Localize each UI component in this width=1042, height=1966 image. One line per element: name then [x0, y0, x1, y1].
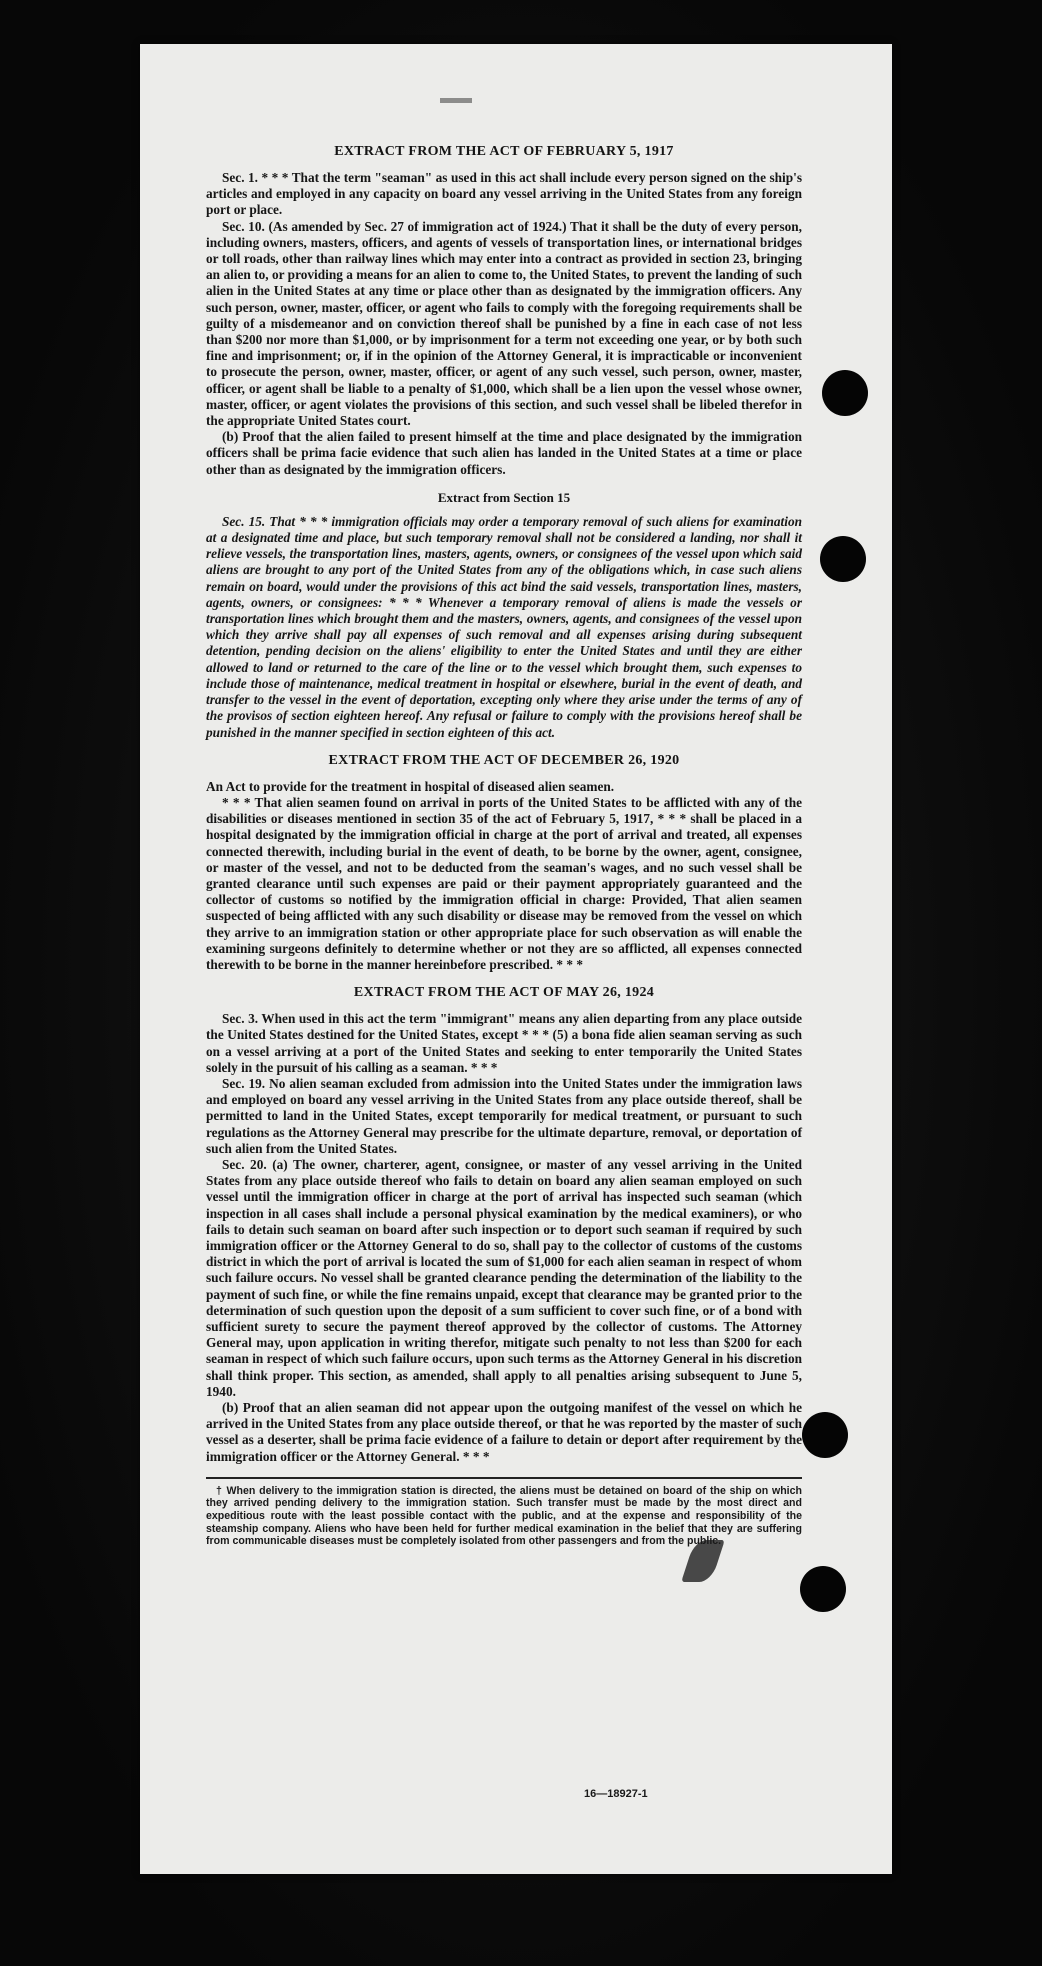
punch-hole-2	[820, 536, 866, 582]
paragraph-sec-20-a: Sec. 20. (a) The owner, charterer, agent, consignee, or master of any vessel arriving in the United States from any place outside thereof who fails to detain on board any alien seaman employed on such vessel until the immigration officer in charge at the port of arrival has inspected such seaman (which inspection in all cases shall include a personal physical examination by the medical examiners), or who fails to detain such seaman on board after such inspection or to deport such seaman if required by such immigration officer or the Attorney General to do so, shall pay to the collector of customs of the customs district in which the port of arrival is located the sum of $1,000 for each alien seaman in respect of whom such failure occurs. No vessel shall be granted clearance pending the determination of the liability to the payment of such fine, or while the fine remains unpaid, except that clearance may be granted prior to the determination of such question upon the deposit of a sum sufficient to cover such fine, or of a bond with sufficient surety to secure the payment thereof approved by the collector of customs. The Attorney General may, upon application in writing therefor, mitigate such penalty to not less than $200 for each seaman in respect of which such failure occurs, upon such terms as the Attorney General in his discretion shall think proper. This section, as amended, shall apply to all penalties arising subsequent to June 5, 1940.	[206, 1156, 802, 1399]
document-page	[140, 44, 892, 1874]
punch-hole-3	[802, 1412, 848, 1458]
top-mark	[440, 98, 472, 103]
paragraph-sec-20-b: (b) Proof that an alien seaman did not appear upon the outgoing manifest of the vessel on which he arrived in the United States from any place outside thereof, or that he was reported by the master of such vessel as a deserter, shall be prima facie evidence of a failure to detain or deport after requirement by the immigration officer or the Attorney General. * * *	[206, 1400, 802, 1464]
section-heading: EXTRACT FROM THE ACT OF FEBRUARY 5, 1917	[334, 144, 674, 159]
footnote: † When delivery to the immigration station is directed, the aliens must be detained on board of the ship on which they arrived pending delivery to the immigration station. Such transfer must be made by the most direct and expeditious route with the least possible contact with the public, and at the expense and responsibility of the steamship company. Aliens who have been held for further medical examination in the belief that they are suffering from communicable diseases must be completely isolated from other passengers and from the public.	[206, 1484, 802, 1548]
footnote-divider	[206, 1477, 802, 1479]
paragraph-sec-19: Sec. 19. No alien seaman excluded from admission into the United States under the immigration laws and employed on board any vessel arriving in the United States from any place outside thereof, shall be permitted to land in the United States, except temporarily for medical treatment, or pursuant to such regulations as the Attorney General may prescribe for the ultimate departure, removal, or deportation of such alien from the United States.	[206, 1075, 802, 1156]
section-heading: EXTRACT FROM THE ACT OF DECEMBER 26, 1920	[328, 752, 680, 768]
punch-hole-1	[822, 370, 868, 416]
section-subheading: Extract from Section 15	[437, 489, 571, 505]
section-act-1917	[206, 144, 802, 478]
section-heading: EXTRACT FROM THE ACT OF MAY 26, 1924	[353, 985, 655, 1001]
paragraph-sec-3: Sec. 3. When used in this act the term "immigrant" means any alien departing from any place outside the United States destined for the United States, except * * * (5) a bona fide alien seaman serving as such on a vessel arriving at a port of the United States and seeking to enter temporarily the United States solely in the pursuit of his calling as a seaman. * * *	[206, 1011, 802, 1075]
paragraph-sec-1: Sec. 1. * * * That the term "seaman" as used in this act shall include every person signed on the ship's articles and employed in any capacity on board any vessel arriving in the United States from any foreign port or place.	[206, 170, 802, 218]
punch-hole-4	[800, 1566, 846, 1612]
paragraph-act-body: * * * That alien seamen found on arrival in ports of the United States to be afflicted with any of the disabilities or diseases mentioned in section 35 of the act of February 5, 1917, * * * shall be placed in a hospital designated by the immigration official in charge at the port of arrival and treated, all expenses connected therewith, including burial in the event of death, to be borne by the owner, agent, consignee, or master of the vessel, and not to be deducted from the seaman's wages, and no such vessel shall be granted clearance until such expenses are paid or their payment appropriately guaranteed and the collector of customs so notified by the immigration official in charge: Provided, That alien seamen suspected of being afflicted with any such disability or disease may be removed from the vessel on which they arrive to an immigration station or other appropriate place for such observation as will enable the examining surgeons definitely to determine whether or not they are so afflicted, all expenses connected therewith to be borne in the manner hereinbefore prescribed. * * *	[206, 794, 802, 972]
document-body	[206, 144, 802, 1548]
section-extract-15	[206, 490, 802, 741]
form-number: 16—18927-1	[584, 1788, 648, 1800]
paragraph-sec-10: Sec. 10. (As amended by Sec. 27 of immigration act of 1924.) That it shall be the duty of every person, including owners, masters, officers, and agents of vessels of transportation lines, or international bridges or toll roads, other than railway lines which may enter into a contract as provided in section 23, bringing an alien to, or providing a means for an alien to come to, the United States, to prevent the landing of such alien in the United States at any time or place other than as designated by the immigration officers. Any such person, owner, master, officer, or agent who fails to comply with the foregoing requirements shall be guilty of a misdemeanor and on conviction thereof shall be punished by a fine in each case of not less than $200 nor more than $1,000, or by imprisonment for a term not exceeding one year, or by both such fine and imprisonment; or, if in the opinion of the Attorney General, it is impracticable or inconvenient to prosecute the person, owner, master, officer, or agent of any such vessel, such person, owner, master, officer, or agent shall be liable to a penalty of $1,000, which shall be a lien upon the vessel whose owner, master, officer, or agent violates the provisions of this section, and such vessel shall be libeled therefor in the appropriate United States court.	[206, 218, 802, 429]
paragraph-sec-10-b: (b) Proof that the alien failed to present himself at the time and place designated by the immigration officers shall be prima facie evidence that such alien has landed in the United States at a time or place other than as designated by the immigration officers.	[206, 429, 802, 477]
paragraph-act-title: An Act to provide for the treatment in hospital of diseased alien seamen.	[206, 778, 615, 794]
paragraph-sec-15: Sec. 15. That * * * immigration officials may order a temporary removal of such aliens for examination at a designated time and place, but such temporary removal shall not be considered a landing, nor shall it relieve vessels, the transportation lines, masters, agents, owners, or consignees of the vessel upon which said aliens are brought to any port of the United States from any of the obligations which, in case such aliens remain on board, would under the provisions of this act bind the said vessels, transportation lines, masters, agents, owners, or consignees: * * * Whenever a temporary removal of aliens is made the vessels or transportation lines which brought them and the masters, owners, agents, and consignees of the vessel upon which they arrive shall pay all expenses of such removal and all expenses arising during subsequent detention, pending decision on the aliens' eligibility to enter the United States and until they are either allowed to land or returned to the care of the line or to the vessel which brought them, such expenses to include those of maintenance, medical treatment in hospital or elsewhere, burial in the event of death, and transfer to the vessel in the event of deportation, excepting only where they arise under the terms of any of the provisos of section eighteen hereof. Any refusal or failure to comply with the provisions hereof shall be punished in the manner specified in section eighteen of this act.	[206, 513, 802, 740]
section-act-1920	[206, 753, 802, 973]
section-act-1924	[206, 985, 802, 1465]
